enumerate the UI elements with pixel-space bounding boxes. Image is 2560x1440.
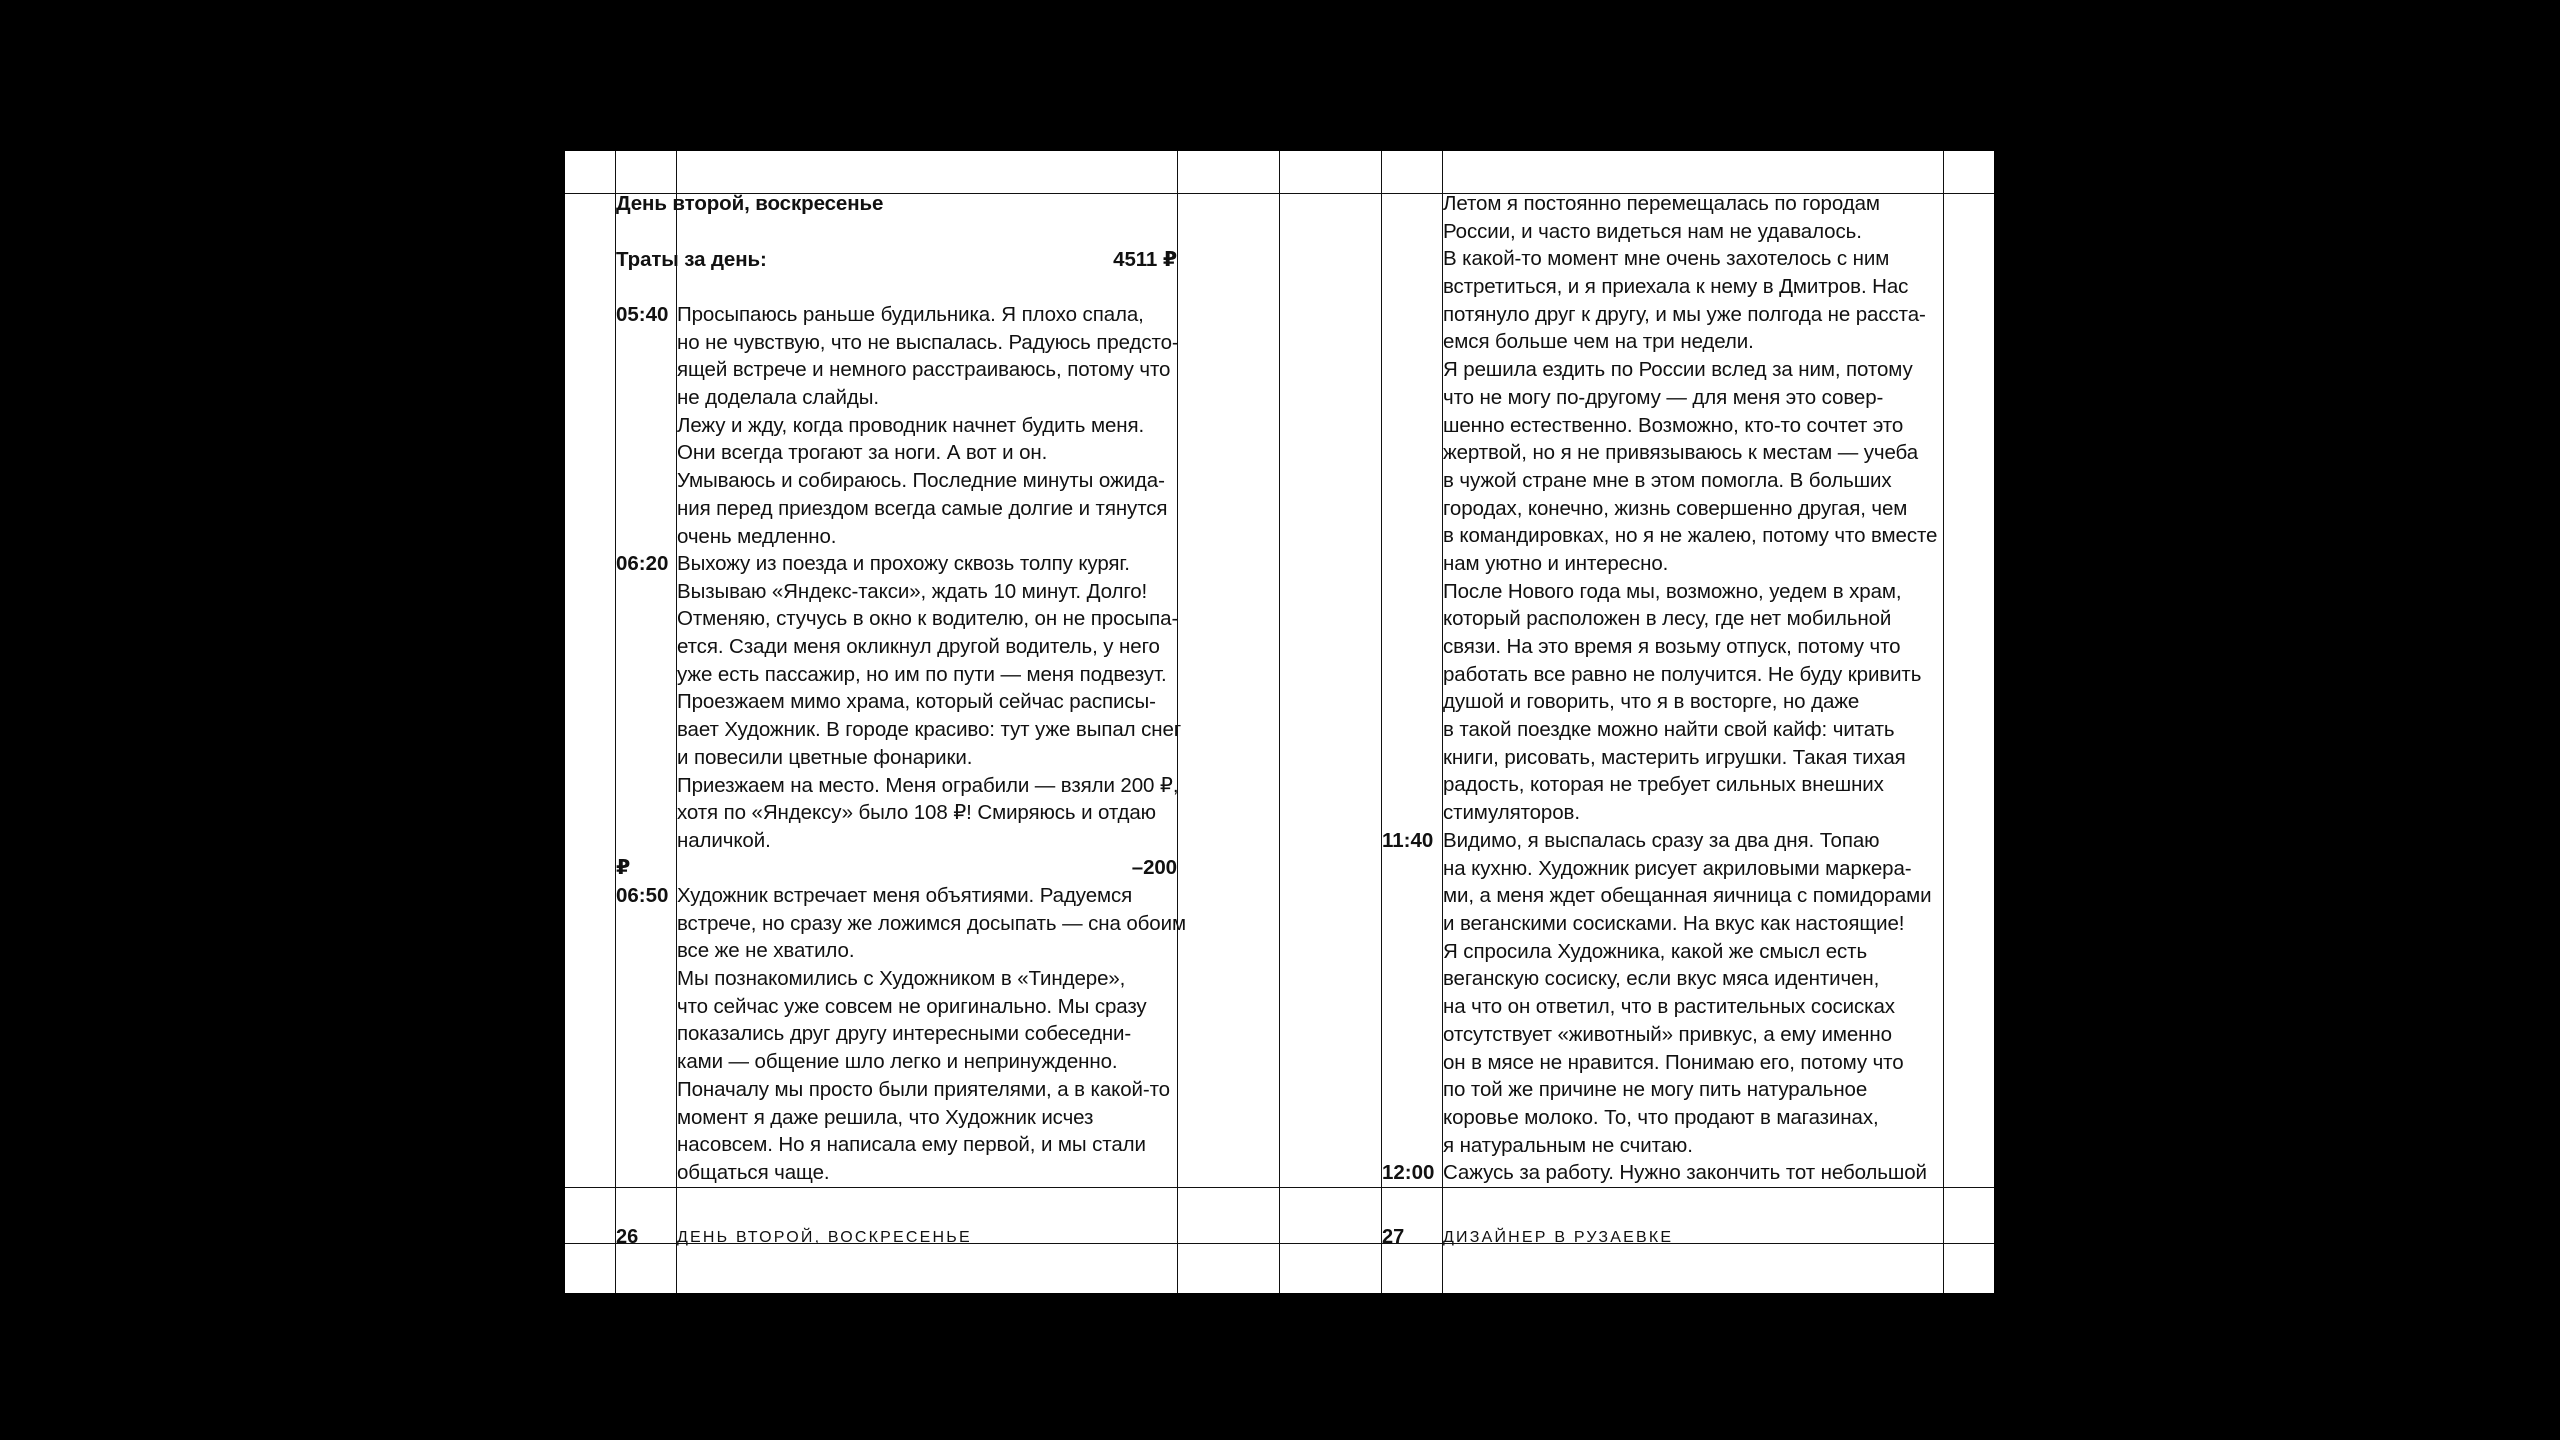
entry-text [677, 301, 1179, 550]
text-line: связи. На это время я возьму отпуск, потому что [1443, 635, 1901, 658]
text-line: момент я даже решила, что Художник исчез [677, 1105, 1094, 1129]
expense-amount: –200 [1131, 856, 1177, 879]
text-line: Летом я постоянно перемещалась по городам [1443, 192, 1880, 215]
book-spread [565, 151, 1994, 1293]
text-line: веганскую сосиску, если вкус мяса идентичен, [1443, 967, 1880, 991]
text-line: Видимо, я выспалась сразу за два дня. Топаю [1443, 829, 1880, 852]
text-line: Мы познакомились с Художником в «Тиндере», [677, 967, 1126, 991]
text-line: После Нового года мы, возможно, уедем в храм, [1443, 579, 1902, 603]
grid-line [565, 1187, 1994, 1188]
grid-line [1381, 151, 1382, 1293]
text-line: на что он ответил, что в растительных сосисках [1443, 995, 1895, 1019]
entry-time: 06:20 [616, 552, 669, 575]
text-line: показались друг другу интересными собеседни- [677, 1022, 1132, 1046]
text-line: Они всегда трогают за ноги. А вот и он. [677, 441, 1048, 465]
text-line: Сажусь за работу. Нужно закончить тот небольшой [1443, 1161, 1927, 1184]
text-line: стимуляторов. [1443, 801, 1580, 825]
entry-text [677, 882, 1186, 1187]
text-line: шенно естественно. Возможно, кто-то сочтет это [1443, 413, 1904, 437]
text-line: ется. Сзади меня окликнул другой водитель, у него [677, 635, 1160, 659]
entry-time: 11:40 [1382, 829, 1434, 852]
grid-line [1279, 151, 1280, 1293]
text-line: вает Художник. В городе красиво: тут уже выпал снег [677, 718, 1182, 742]
text-line: Отменяю, стучусь в окно к водителю, он не просыпа- [677, 607, 1179, 631]
text-line: Просыпаюсь раньше будильника. Я плохо спала, [677, 303, 1144, 326]
entry-text [1443, 1159, 1927, 1187]
spend-label: Траты за день: [616, 248, 767, 271]
text-line: Поначалу мы просто были приятелями, а в какой-то [677, 1077, 1170, 1101]
text-line: встретиться, и я приехала к нему в Дмитров. Нас [1443, 275, 1909, 299]
text-line: наличкой. [677, 828, 771, 852]
text-line: в командировках, но я не жалею, потому что вместе [1443, 524, 1938, 548]
spend-total: 4511 ₽ [1113, 248, 1177, 271]
text-line: коровье молоко. То, что продают в магазинах, [1443, 1105, 1879, 1129]
entry-time: 12:00 [1382, 1161, 1435, 1184]
text-line: ками — общение шло легко и непринужденно. [677, 1050, 1118, 1074]
running-title: ДИЗАЙНЕР В РУЗАЕВКЕ [1443, 1229, 1674, 1246]
text-line: книги, рисовать, мастерить игрушки. Такая тихая [1443, 745, 1906, 769]
text-line: России, и часто видеться нам не удавалось. [1443, 219, 1862, 243]
text-line: Я решила ездить по России вслед за ним, потому [1443, 358, 1913, 382]
text-line: работать все равно не получится. Не буду кривить [1443, 662, 1922, 686]
text-line: городах, конечно, жизнь совершенно другая, чем [1443, 496, 1908, 520]
text-line: Умываюсь и собираюсь. Последние минуты ожида- [677, 469, 1165, 493]
text-line: Художник встречает меня объятиями. Радуемся [677, 884, 1133, 907]
text-line: Приезжаем на место. Меня ограбили — взяли 200 ₽, [677, 773, 1179, 797]
text-line: в чужой стране мне в этом помогла. В больших [1443, 468, 1892, 492]
text-line: жертвой, но я не привязываюсь к местам — учеба [1443, 441, 1919, 465]
ruble-icon: ₽ [616, 856, 631, 879]
text-line: нам уютно и интересно. [1443, 551, 1669, 575]
text-line: встрече, но сразу же ложимся досыпать — сна обоим [677, 911, 1186, 935]
text-line: в такой поездке можно найти свой кайф: читать [1443, 718, 1895, 742]
text-line: я натуральным не считаю. [1443, 1133, 1693, 1157]
text-line: емся больше чем на три недели. [1443, 330, 1754, 354]
text-line: потянуло друг к другу, и мы уже полгода не расста- [1443, 302, 1926, 326]
text-line: что сейчас уже совсем не оригинально. Мы сразу [677, 994, 1147, 1018]
text-line: но не чувствую, что не выспалась. Радуюсь предсто- [677, 330, 1179, 354]
running-title: ДЕНЬ ВТОРОЙ, ВОСКРЕСЕНЬЕ [677, 1229, 972, 1246]
text-line: Я спросила Художника, какой же смысл есть [1443, 939, 1868, 963]
text-line: В какой-то момент мне очень захотелось с ним [1443, 247, 1890, 271]
grid-line [1943, 151, 1944, 1293]
text-line: ния перед приездом всегда самые долгие и тянутся [677, 496, 1168, 520]
entry-time: 05:40 [616, 303, 669, 326]
day-heading: День второй, воскресенье [616, 192, 884, 215]
text-line: по той же причине не могу пить натуральное [1443, 1078, 1868, 1102]
text-line: что не могу по-другому — для меня это совер- [1443, 385, 1884, 409]
text-line: ящей встрече и немного расстраиваюсь, потому что [677, 358, 1171, 382]
text-line: Вызываю «Яндекс-такси», ждать 10 минут. Долго! [677, 579, 1148, 603]
text-line: отсутствует «животный» привкус, а ему именно [1443, 1022, 1892, 1046]
text-line: Проезжаем мимо храма, который сейчас расписы- [677, 690, 1156, 714]
page-number: 26 [616, 1226, 639, 1248]
text-line: все же не хватило. [677, 939, 855, 963]
text-line: общаться чаще. [677, 1160, 830, 1184]
entry-time: 06:50 [616, 884, 669, 907]
text-line: очень медленно. [677, 524, 837, 548]
text-line: и повесили цветные фонарики. [677, 745, 973, 769]
text-line: он в мясе не нравится. Понимаю его, потому что [1443, 1050, 1904, 1074]
page-number: 27 [1382, 1226, 1405, 1248]
text-line: и веганскими сосисками. На вкус как настоящие! [1443, 912, 1905, 936]
text-line: радость, которая не требует сильных внешних [1443, 773, 1884, 797]
text-line: который расположен в лесу, где нет мобильной [1443, 607, 1892, 631]
intro-text [1443, 190, 1937, 827]
entry-text [1443, 827, 1932, 1159]
entry-text [677, 550, 1181, 855]
text-line: Лежу и жду, когда проводник начнет будить меня. [677, 413, 1145, 437]
text-line: ми, а меня ждет обещанная яичница с помидорами [1443, 884, 1932, 908]
text-line: насовсем. Но я написала ему первой, и мы стали [677, 1133, 1146, 1157]
text-line: уже есть пассажир, но им по пути — меня подвезут. [677, 662, 1167, 686]
text-line: не доделала слайды. [677, 386, 879, 410]
text-line: на кухню. Художник рисует акриловыми маркера- [1443, 856, 1912, 880]
text-line: хотя по «Яндексу» было 108 ₽! Смиряюсь и отдаю [677, 801, 1156, 825]
text-line: Выхожу из поезда и прохожу сквозь толпу куряг. [677, 552, 1130, 575]
text-line: душой и говорить, что я в восторге, но даже [1443, 690, 1860, 714]
